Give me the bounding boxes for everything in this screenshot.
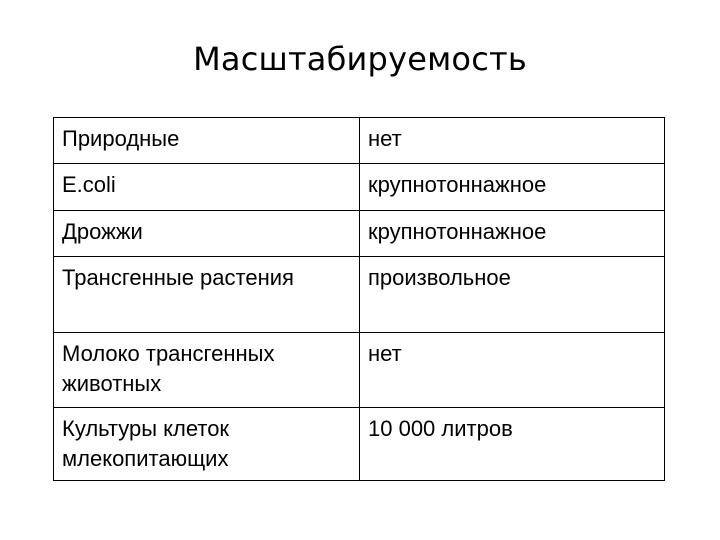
source-cell: Молоко трансгенных животных — [54, 333, 360, 408]
source-cell: Природные — [54, 118, 360, 164]
table-row — [54, 408, 665, 481]
scale-cell: 10 000 литров — [360, 408, 665, 481]
scale-cell: крупнотоннажное — [360, 211, 665, 257]
source-cell: Дрожжи — [54, 211, 360, 257]
scale-cell: нет — [360, 118, 665, 164]
source-cell: E.coli — [54, 164, 360, 211]
scale-cell: крупнотоннажное — [360, 164, 665, 211]
scale-cell: произвольное — [360, 257, 665, 333]
source-cell: Трансгенные растения — [54, 257, 360, 333]
table-row — [54, 211, 665, 257]
table-row — [54, 257, 665, 333]
table-row — [54, 333, 665, 408]
scale-cell: нет — [360, 333, 665, 408]
table-row — [54, 164, 665, 211]
scalability-table — [53, 117, 665, 481]
slide-title: Масштабируемость — [193, 40, 527, 78]
table-row — [54, 118, 665, 164]
source-cell: Культуры клеток млекопитающих — [54, 408, 360, 481]
